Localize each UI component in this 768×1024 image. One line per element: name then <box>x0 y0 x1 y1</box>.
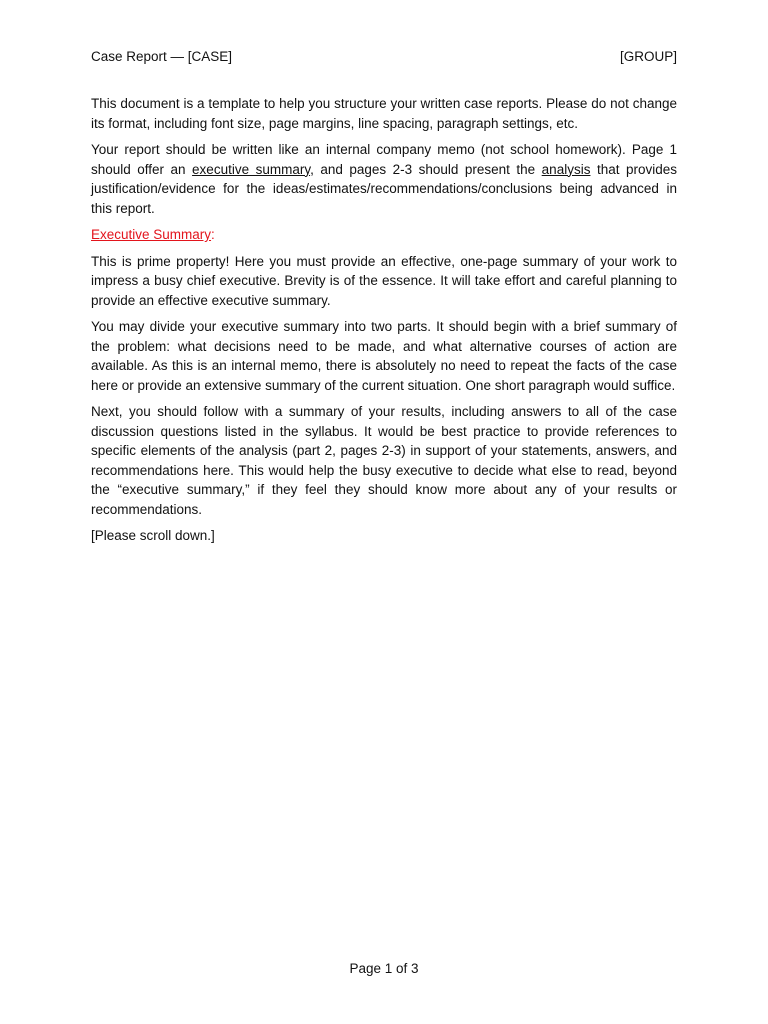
paragraph-report-style <box>91 140 677 218</box>
paragraph-results-summary: Next, you should follow with a summary of your results, including answers to all of the case discussion questions listed in the syllabus. It would be best practice to provide references to specific elements of the analysis (part 2, pages 2-3) in support of your statements, answers, and recommendations here. This would help the busy executive to decide what else to read, beyond the “executive summary,” if they feel they should know more about any of your results or recommendations. <box>91 404 677 517</box>
paragraph-intro: This document is a template to help you structure your written case reports. Please do not change its format, including font size, page margins, line spacing, paragraph settings, etc. <box>91 96 677 131</box>
executive-summary-underlined: executive summary <box>192 161 311 177</box>
header-group: [GROUP] <box>619 49 677 65</box>
section-heading-executive-summary <box>91 225 677 245</box>
header-case-title: Case Report — [CASE] <box>91 49 233 65</box>
page-footer <box>0 959 768 979</box>
paragraph-two-parts: You may divide your executive summary into two parts. It should begin with a brief summary of the problem: what decisions need to be made, and what alternative courses of action are available. As this is an internal memo, there is absolutely no need to repeat the facts of the case here or provide an extensive summary of the current situation. One short paragraph would suffice. <box>91 319 677 393</box>
paragraph-scroll-note: [Please scroll down.] <box>91 528 215 543</box>
document-body <box>91 94 677 553</box>
section-heading-text: Executive Summary <box>91 227 212 242</box>
analysis-underlined: analysis <box>541 161 591 177</box>
page-number: Page 1 of 3 <box>349 961 419 976</box>
report-style-text-a: Your report should be written like an internal company memo (not school homework). Page 1 should offer an <box>91 142 677 177</box>
report-style-text-b: , and pages 2-3 should present the <box>310 161 542 177</box>
report-style-text-c: that provides justification/evidence for the ideas/estimates/recommendations/conclusions being advanced in this report. <box>91 161 677 216</box>
section-heading-colon: : <box>211 227 215 242</box>
page-header <box>91 47 677 67</box>
paragraph-prime-property: This is prime property! Here you must provide an effective, one-page summary of your work to impress a busy chief executive. Brevity is of the essence. It will take effort and careful planning to provide an effective executive summary. <box>91 253 677 308</box>
